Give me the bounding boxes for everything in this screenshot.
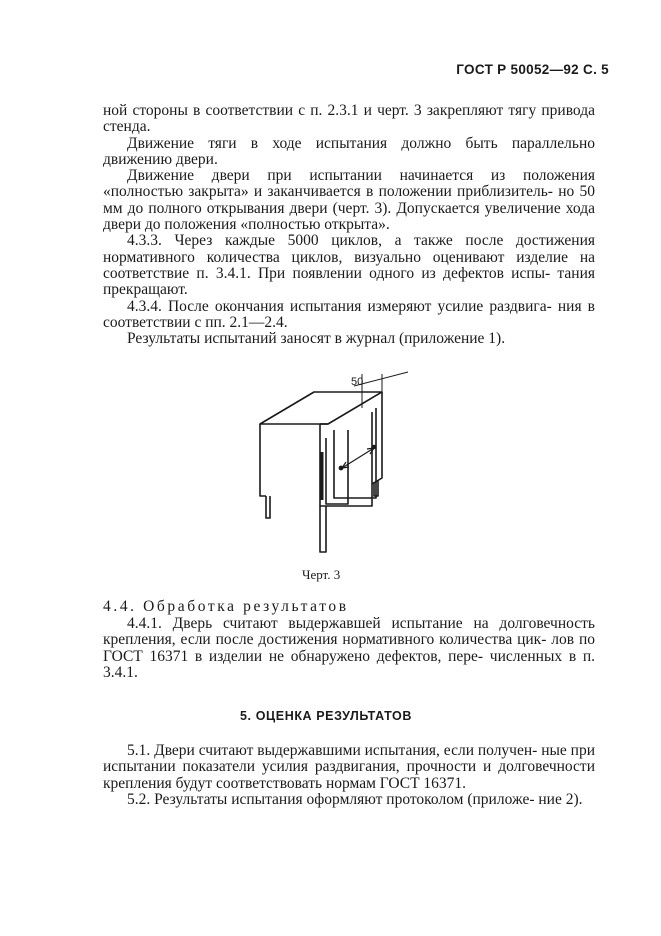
movement-arrow [342, 448, 374, 468]
dimension-label: 50 [351, 376, 364, 388]
paragraph-continuation: ной стороны в соответствии с п. 2.3.1 и черт. 3 закрепляют тягу привода стенда. [103, 102, 595, 136]
paragraph-results-journal: Результаты испытаний заносят в журнал (приложение 1). [127, 330, 506, 348]
paragraph-4-3-4: 4.3.4. После окончания испытания измеряют усилие раздвига- ния в соответствии с пп. 2.1—2.4. [103, 297, 595, 331]
paragraph-5-2: 5.2. Результаты испытания оформляют протоколом (приложе- ние 2). [127, 790, 583, 808]
door-back [334, 408, 376, 498]
leg-left [266, 496, 270, 518]
section-5-text-block [103, 743, 595, 808]
cabinet-top [260, 392, 382, 424]
leg-front [320, 506, 326, 552]
top-text-block [103, 103, 595, 347]
section-5-title: 5. ОЦЕНКА РЕЗУЛЬТАТОВ [240, 709, 412, 723]
subsection-heading: 4.4. Обработка результатов [103, 598, 349, 615]
cabinet-drawing [250, 368, 420, 558]
paragraph-rod-movement: Движение тяги в ходе испытания должно быть параллельно движению двери. [103, 134, 595, 168]
cabinet-side [260, 424, 266, 496]
cabinet-front [320, 412, 372, 506]
page-header: ГОСТ Р 50052—92 С. 5 [456, 62, 609, 77]
figure-caption: Черт. 3 [302, 567, 341, 582]
paragraph-4-3-3: 4.3.3. Через каждые 5000 циклов, а также после достижения нормативного количества циклов, визуально оценивают изделие на соответствие п. 3.4.1. При появлении одного из дефектов испы- тания прекращают. [103, 232, 595, 299]
paragraph-5-1: 5.1. Двери считают выдержавшими испытания, если получен- ные при испытании показатели усилия раздвигания, прочности и долговечности крепления будут соответствовать нормам ГОСТ 16371. [103, 742, 595, 792]
paragraph-door-movement: Движение двери при испытании начинается из положения «полностью закрыта» и заканчивается в положении приблизитель- но 50 мм до полного открывания двери (черт. 3). Допускается увеличение хода двери до положения «полностью открыта». [103, 167, 595, 234]
subsection-text-block [103, 616, 595, 681]
paragraph-4-4-1: 4.4.1. Дверь считают выдержавшей испытание на долговечность крепления, если после достижения нормативного количества цик- лов по ГОСТ 16371 в изделии не обнаружено дефектов, пере- численных в п. 3.4.1. [103, 615, 595, 681]
